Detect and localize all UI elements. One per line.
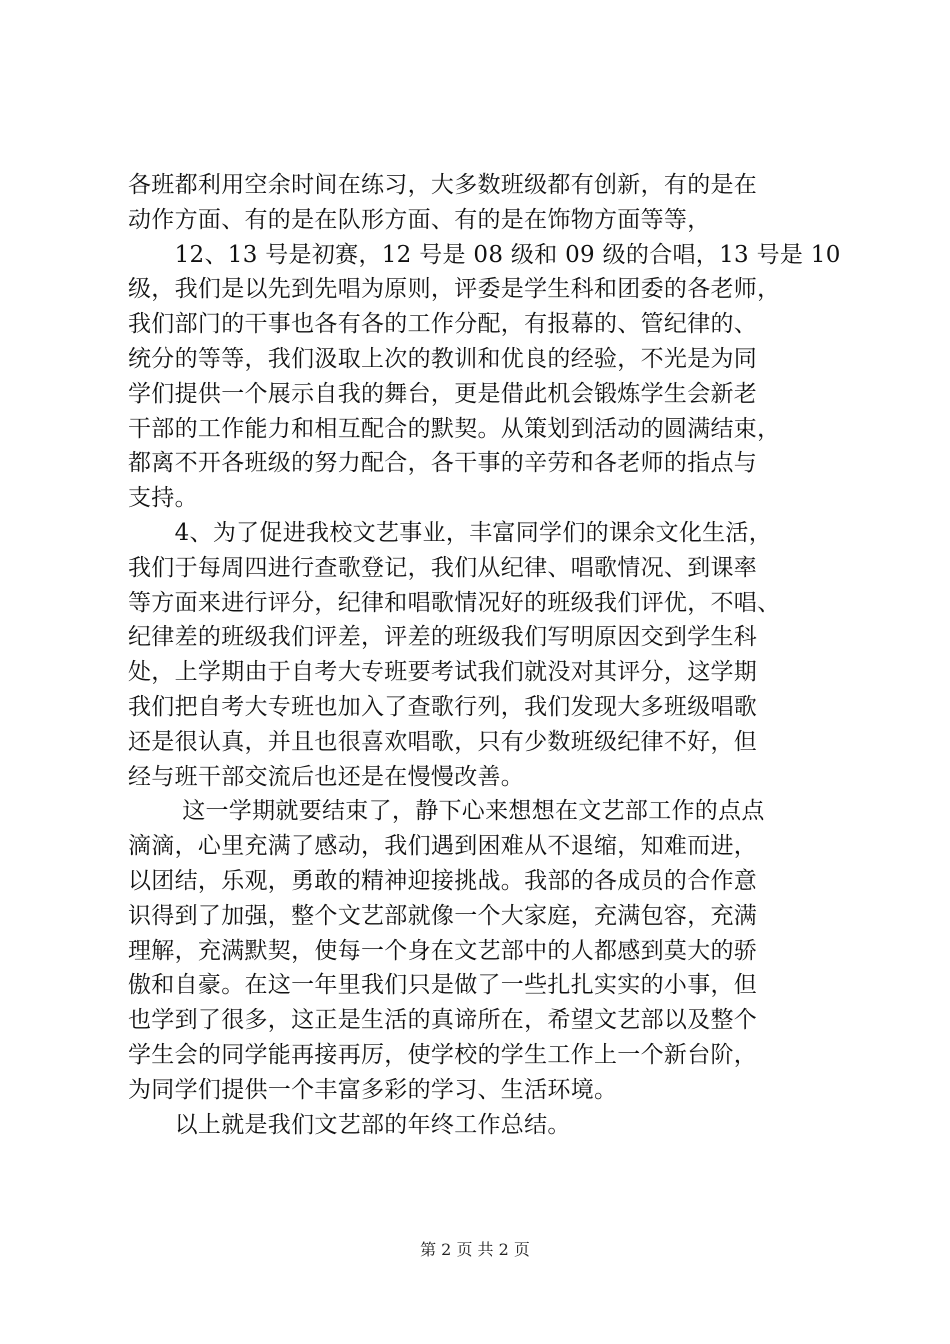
text-line: 滴滴，心里充满了感动，我们遇到困难从不退缩，知难而进， xyxy=(128,833,758,860)
text-line: 干部的工作能力和相互配合的默契。从策划到活动的圆满结束， xyxy=(128,415,781,442)
text-line: 学生会的同学能再接再厉，使学校的学生工作上一个新台阶， xyxy=(128,1041,758,1068)
text-line: 我们把自考大专班也加入了查歌行列，我们发现大多班级唱歌 xyxy=(128,693,758,720)
text-line: 各班都利用空余时间在练习，大多数班级都有创新，有的是在 xyxy=(128,172,758,198)
text-line: 12、13 号是初赛，12 号是 08 级和 09 级的合唱，13 号是 10 xyxy=(128,241,841,268)
text-line: 为同学们提供一个丰富多彩的学习、生活环境。 xyxy=(128,1076,618,1103)
text-line: 级，我们是以先到先唱为原则，评委是学生科和团委的各老师， xyxy=(128,276,781,303)
text-line: 等方面来进行评分，纪律和唱歌情况好的班级我们评优，不唱、 xyxy=(128,589,781,616)
text-line: 这一学期就要结束了，静下心来想想在文艺部工作的点点 xyxy=(128,798,765,825)
text-line: 傲和自豪。在这一年里我们只是做了一些扎扎实实的小事，但 xyxy=(128,972,758,999)
text-line: 也学到了很多，这正是生活的真谛所在，希望文艺部以及整个 xyxy=(128,1007,758,1034)
page-footer: 第 2 页 共 2 页 xyxy=(420,1240,530,1259)
text-line: 理解，充满默契，使每一个身在文艺部中的人都感到莫大的骄 xyxy=(128,937,758,964)
text-line: 我们部门的干事也各有各的工作分配，有报幕的、管纪律的、 xyxy=(128,311,758,338)
text-line: 以上就是我们文艺部的年终工作总结。 xyxy=(128,1111,571,1138)
text-line: 纪律差的班级我们评差，评差的班级我们写明原因交到学生科 xyxy=(128,624,758,651)
text-line: 识得到了加强，整个文艺部就像一个大家庭，充满包容，充满 xyxy=(128,902,758,929)
text-line: 4、为了促进我校文艺事业，丰富同学们的课余文化生活， xyxy=(128,519,773,546)
text-line: 都离不开各班级的努力配合，各干事的辛劳和各老师的指点与 xyxy=(128,450,758,477)
text-line: 处，上学期由于自考大专班要考试我们就没对其评分，这学期 xyxy=(128,659,758,686)
text-line: 经与班干部交流后也还是在慢慢改善。 xyxy=(128,763,525,790)
text-line: 我们于每周四进行查歌登记，我们从纪律、唱歌情况、到课率 xyxy=(128,554,758,581)
text-line: 还是很认真，并且也很喜欢唱歌，只有少数班级纪律不好，但 xyxy=(128,728,758,755)
text-line: 支持。 xyxy=(128,485,198,512)
text-line: 以团结，乐观，勇敢的精神迎接挑战。我部的各成员的合作意 xyxy=(128,867,758,894)
document-body xyxy=(128,168,840,1142)
text-line: 学们提供一个展示自我的舞台，更是借此机会锻炼学生会新老 xyxy=(128,380,758,407)
text-line: 统分的等等，我们汲取上次的教训和优良的经验，不光是为同 xyxy=(128,345,758,372)
text-line: 动作方面、有的是在队形方面、有的是在饰物方面等等， xyxy=(128,206,711,233)
